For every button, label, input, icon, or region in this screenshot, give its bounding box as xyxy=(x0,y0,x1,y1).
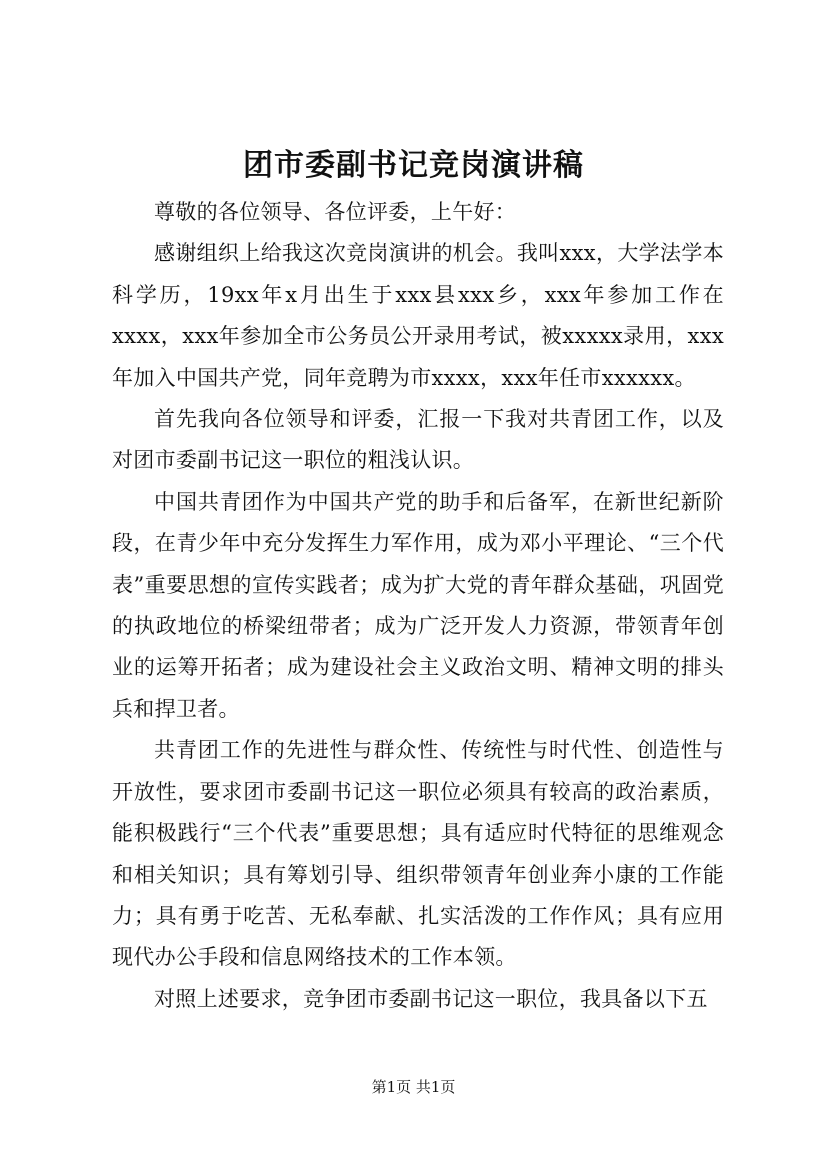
greeting-paragraph: 尊敬的各位领导、各位评委，上午好： xyxy=(154,200,517,224)
document-body xyxy=(112,192,724,1020)
league-role-paragraph: 中国共青团作为中国共产党的助手和后备军，在新世纪新阶段，在青少年中充分发挥生力军作用，成为邓小平理论、“三个代表”重要思想的宣传实践者；成为扩大党的青年群众基础，巩固党的执政地位的桥梁纽带者；成为广泛开发人力资源，带领青年创业的运筹开拓者；成为建设社会主义政治文明、精神文明的排头兵和捍卫者。 xyxy=(112,489,724,721)
qualifications-paragraph: 对照上述要求，竞争团市委副书记这一职位，我具备以下五 xyxy=(154,986,708,1011)
document-title: 团市委副书记竞岗演讲稿 xyxy=(243,148,584,183)
page-footer xyxy=(0,1076,827,1098)
understanding-paragraph: 首先我向各位领导和评委，汇报一下我对共青团工作，以及对团市委副书记这一职位的粗浅认识。 xyxy=(112,407,724,473)
introduction-paragraph: 感谢组织上给我这次竞岗演讲的机会。我叫xxx，大学法学本科学历，19xx年x月出生于xxx县xxx乡，xxx年参加工作在xxxx，xxx年参加全市公务员公开录用考试，被xxxxx录用，xxx年加入中国共产党，同年竞聘为市xxxx，xxx年任市xxxxxx。 xyxy=(112,241,724,390)
page-number-label: 第1页 共1页 xyxy=(371,1078,456,1096)
requirements-paragraph: 共青团工作的先进性与群众性、传统性与时代性、创造性与开放性，要求团市委副书记这一职位必须具有较高的政治素质，能积极践行“三个代表”重要思想；具有适应时代特征的思维观念和相关知识；具有筹划引导、组织带领青年创业奔小康的工作能力；具有勇于吃苦、无私奉献、扎实活泼的工作作风；具有应用现代办公手段和信息网络技术的工作本领。 xyxy=(112,738,724,970)
